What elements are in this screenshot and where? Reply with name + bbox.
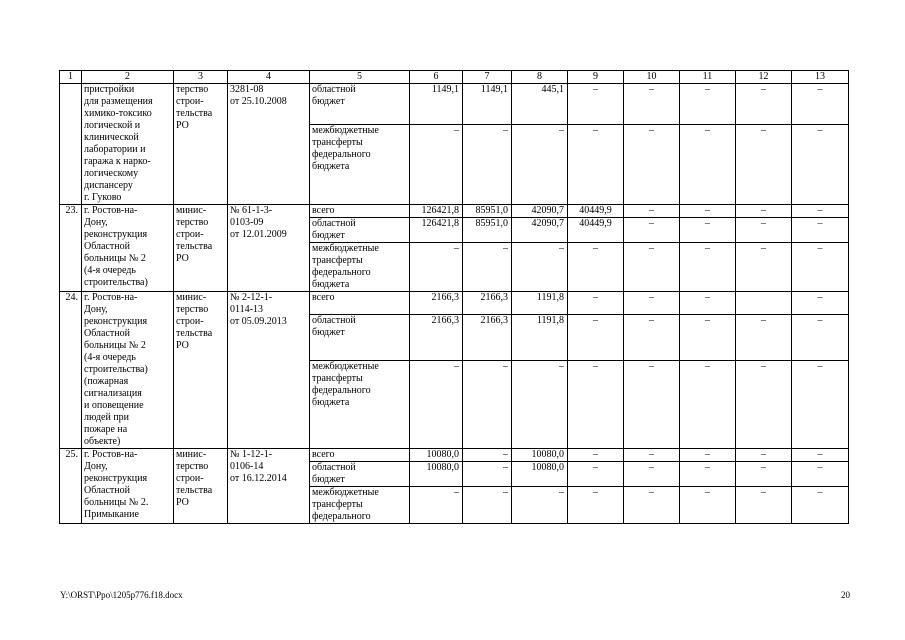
column-header: 4 [228,71,310,84]
value-cell: – [512,124,568,204]
funding-source: межбюджетные трансферты федерального [310,487,410,524]
value-cell: 40449,9 [568,218,624,243]
value-cell: 10080,0 [512,449,568,462]
value-cell: – [792,292,849,315]
value-cell: – [512,487,568,524]
value-cell: – [792,360,849,448]
footer-file-path: Y:\ORST\Ppo\1205p776.f18.docx [60,590,183,600]
funding-source: всего [310,292,410,315]
table-row [60,292,849,315]
funding-source: областной бюджет [310,218,410,243]
value-cell: 1191,8 [512,292,568,315]
value-cell: – [463,124,512,204]
value-cell: – [736,218,792,243]
value-cell: – [624,218,680,243]
value-cell: 1149,1 [410,84,463,125]
organization: минис- терство строи- тельства РО [174,292,228,449]
column-header: 5 [310,71,410,84]
value-cell: 2166,3 [410,292,463,315]
value-cell: – [568,462,624,487]
value-cell: – [736,315,792,360]
value-cell: 445,1 [512,84,568,125]
value-cell: – [680,292,736,315]
value-cell: – [736,360,792,448]
document-reference: № 1-12-1- 0106-14 от 16.12.2014 [228,449,310,524]
value-cell: – [568,84,624,125]
funding-source: всего [310,449,410,462]
value-cell: – [680,124,736,204]
value-cell: – [568,360,624,448]
organization: минис- терство строи- тельства РО [174,449,228,524]
organization: минис- терство строи- тельства РО [174,205,228,292]
column-header: 3 [174,71,228,84]
value-cell: – [624,84,680,125]
value-cell: – [736,462,792,487]
value-cell: – [792,487,849,524]
value-cell: – [792,449,849,462]
value-cell: – [680,360,736,448]
value-cell: 126421,8 [410,205,463,218]
funding-source: всего [310,205,410,218]
value-cell: – [410,487,463,524]
value-cell: 1149,1 [463,84,512,125]
value-cell: – [792,218,849,243]
value-cell: – [736,449,792,462]
document-reference: № 2-12-1- 0114-13 от 05.09.2013 [228,292,310,449]
column-header: 6 [410,71,463,84]
row-number: 25. [60,449,82,524]
document-reference: № 61-1-3- 0103-09 от 12.01.2009 [228,205,310,292]
object-name: г. Ростов-на- Дону, реконструкция Областной больницы № 2. Примыкание [82,449,174,524]
value-cell: – [568,315,624,360]
value-cell: – [624,315,680,360]
table-body [60,71,849,524]
value-cell: 2166,3 [410,315,463,360]
value-cell: – [792,315,849,360]
value-cell: – [680,315,736,360]
value-cell: – [624,462,680,487]
value-cell: 1191,8 [512,315,568,360]
funding-source: областной бюджет [310,462,410,487]
row-number: 23. [60,205,82,292]
value-cell: – [624,205,680,218]
value-cell: 126421,8 [410,218,463,243]
funding-source: областной бюджет [310,315,410,360]
value-cell: 40449,9 [568,205,624,218]
value-cell: 10080,0 [512,462,568,487]
value-cell: 10080,0 [410,449,463,462]
organization: терство строи- тельства РО [174,84,228,205]
value-cell: – [624,449,680,462]
value-cell: – [568,124,624,204]
value-cell: – [568,292,624,315]
value-cell: – [680,449,736,462]
table-row [60,84,849,125]
table-row [60,205,849,218]
column-header: 7 [463,71,512,84]
document-table [59,70,849,524]
column-header: 12 [736,71,792,84]
value-cell: – [792,84,849,125]
value-cell: – [463,243,512,292]
value-cell: 42090,7 [512,205,568,218]
funding-source: областной бюджет [310,84,410,125]
value-cell: – [624,360,680,448]
value-cell: – [463,487,512,524]
column-header: 10 [624,71,680,84]
footer-page-number: 20 [841,590,850,600]
value-cell: – [736,124,792,204]
object-name: г. Ростов-на- Дону, реконструкция Областной больницы № 2 (4-я очередь строительства) [82,205,174,292]
object-name: г. Ростов-на- Дону, реконструкция Областной больницы № 2 (4-я очередь строительства) (пожарная сигнализация и оповещение людей при пожаре на объекте) [82,292,174,449]
value-cell: – [680,487,736,524]
table-row [60,449,849,462]
value-cell: – [680,462,736,487]
column-header: 8 [512,71,568,84]
value-cell: – [792,124,849,204]
value-cell: – [792,243,849,292]
value-cell: – [512,243,568,292]
value-cell: – [410,360,463,448]
value-cell: – [568,243,624,292]
column-header: 1 [60,71,82,84]
funding-source: межбюджетные трансферты федерального бюджета [310,124,410,204]
value-cell: – [736,205,792,218]
value-cell: – [463,449,512,462]
value-cell: – [792,462,849,487]
value-cell: 85951,0 [463,218,512,243]
value-cell: 10080,0 [410,462,463,487]
value-cell: – [792,205,849,218]
value-cell: – [680,84,736,125]
value-cell: – [736,487,792,524]
column-number-row [60,71,849,84]
value-cell: – [680,218,736,243]
value-cell: – [463,360,512,448]
funding-source: межбюджетные трансферты федерального бюджета [310,243,410,292]
value-cell: 42090,7 [512,218,568,243]
value-cell: 2166,3 [463,292,512,315]
funding-source: межбюджетные трансферты федерального бюджета [310,360,410,448]
row-number: 24. [60,292,82,449]
value-cell: – [410,243,463,292]
value-cell: – [463,462,512,487]
value-cell: – [624,292,680,315]
value-cell: – [680,205,736,218]
value-cell: – [410,124,463,204]
document-reference: 3281-08 от 25.10.2008 [228,84,310,205]
value-cell: – [624,243,680,292]
value-cell: – [624,487,680,524]
value-cell: – [512,360,568,448]
column-header: 13 [792,71,849,84]
value-cell: 2166,3 [463,315,512,360]
column-header: 11 [680,71,736,84]
object-name: пристройки для размещения химико-токсико логической и клинической лаборатории и гаража к нарко- логическому диспансеру г. Гуково [82,84,174,205]
column-header: 9 [568,71,624,84]
value-cell: – [736,243,792,292]
row-number [60,84,82,205]
value-cell: – [568,487,624,524]
value-cell: – [624,124,680,204]
value-cell [736,292,792,315]
value-cell: 85951,0 [463,205,512,218]
value-cell: – [736,84,792,125]
value-cell: – [568,449,624,462]
value-cell: – [680,243,736,292]
column-header: 2 [82,71,174,84]
